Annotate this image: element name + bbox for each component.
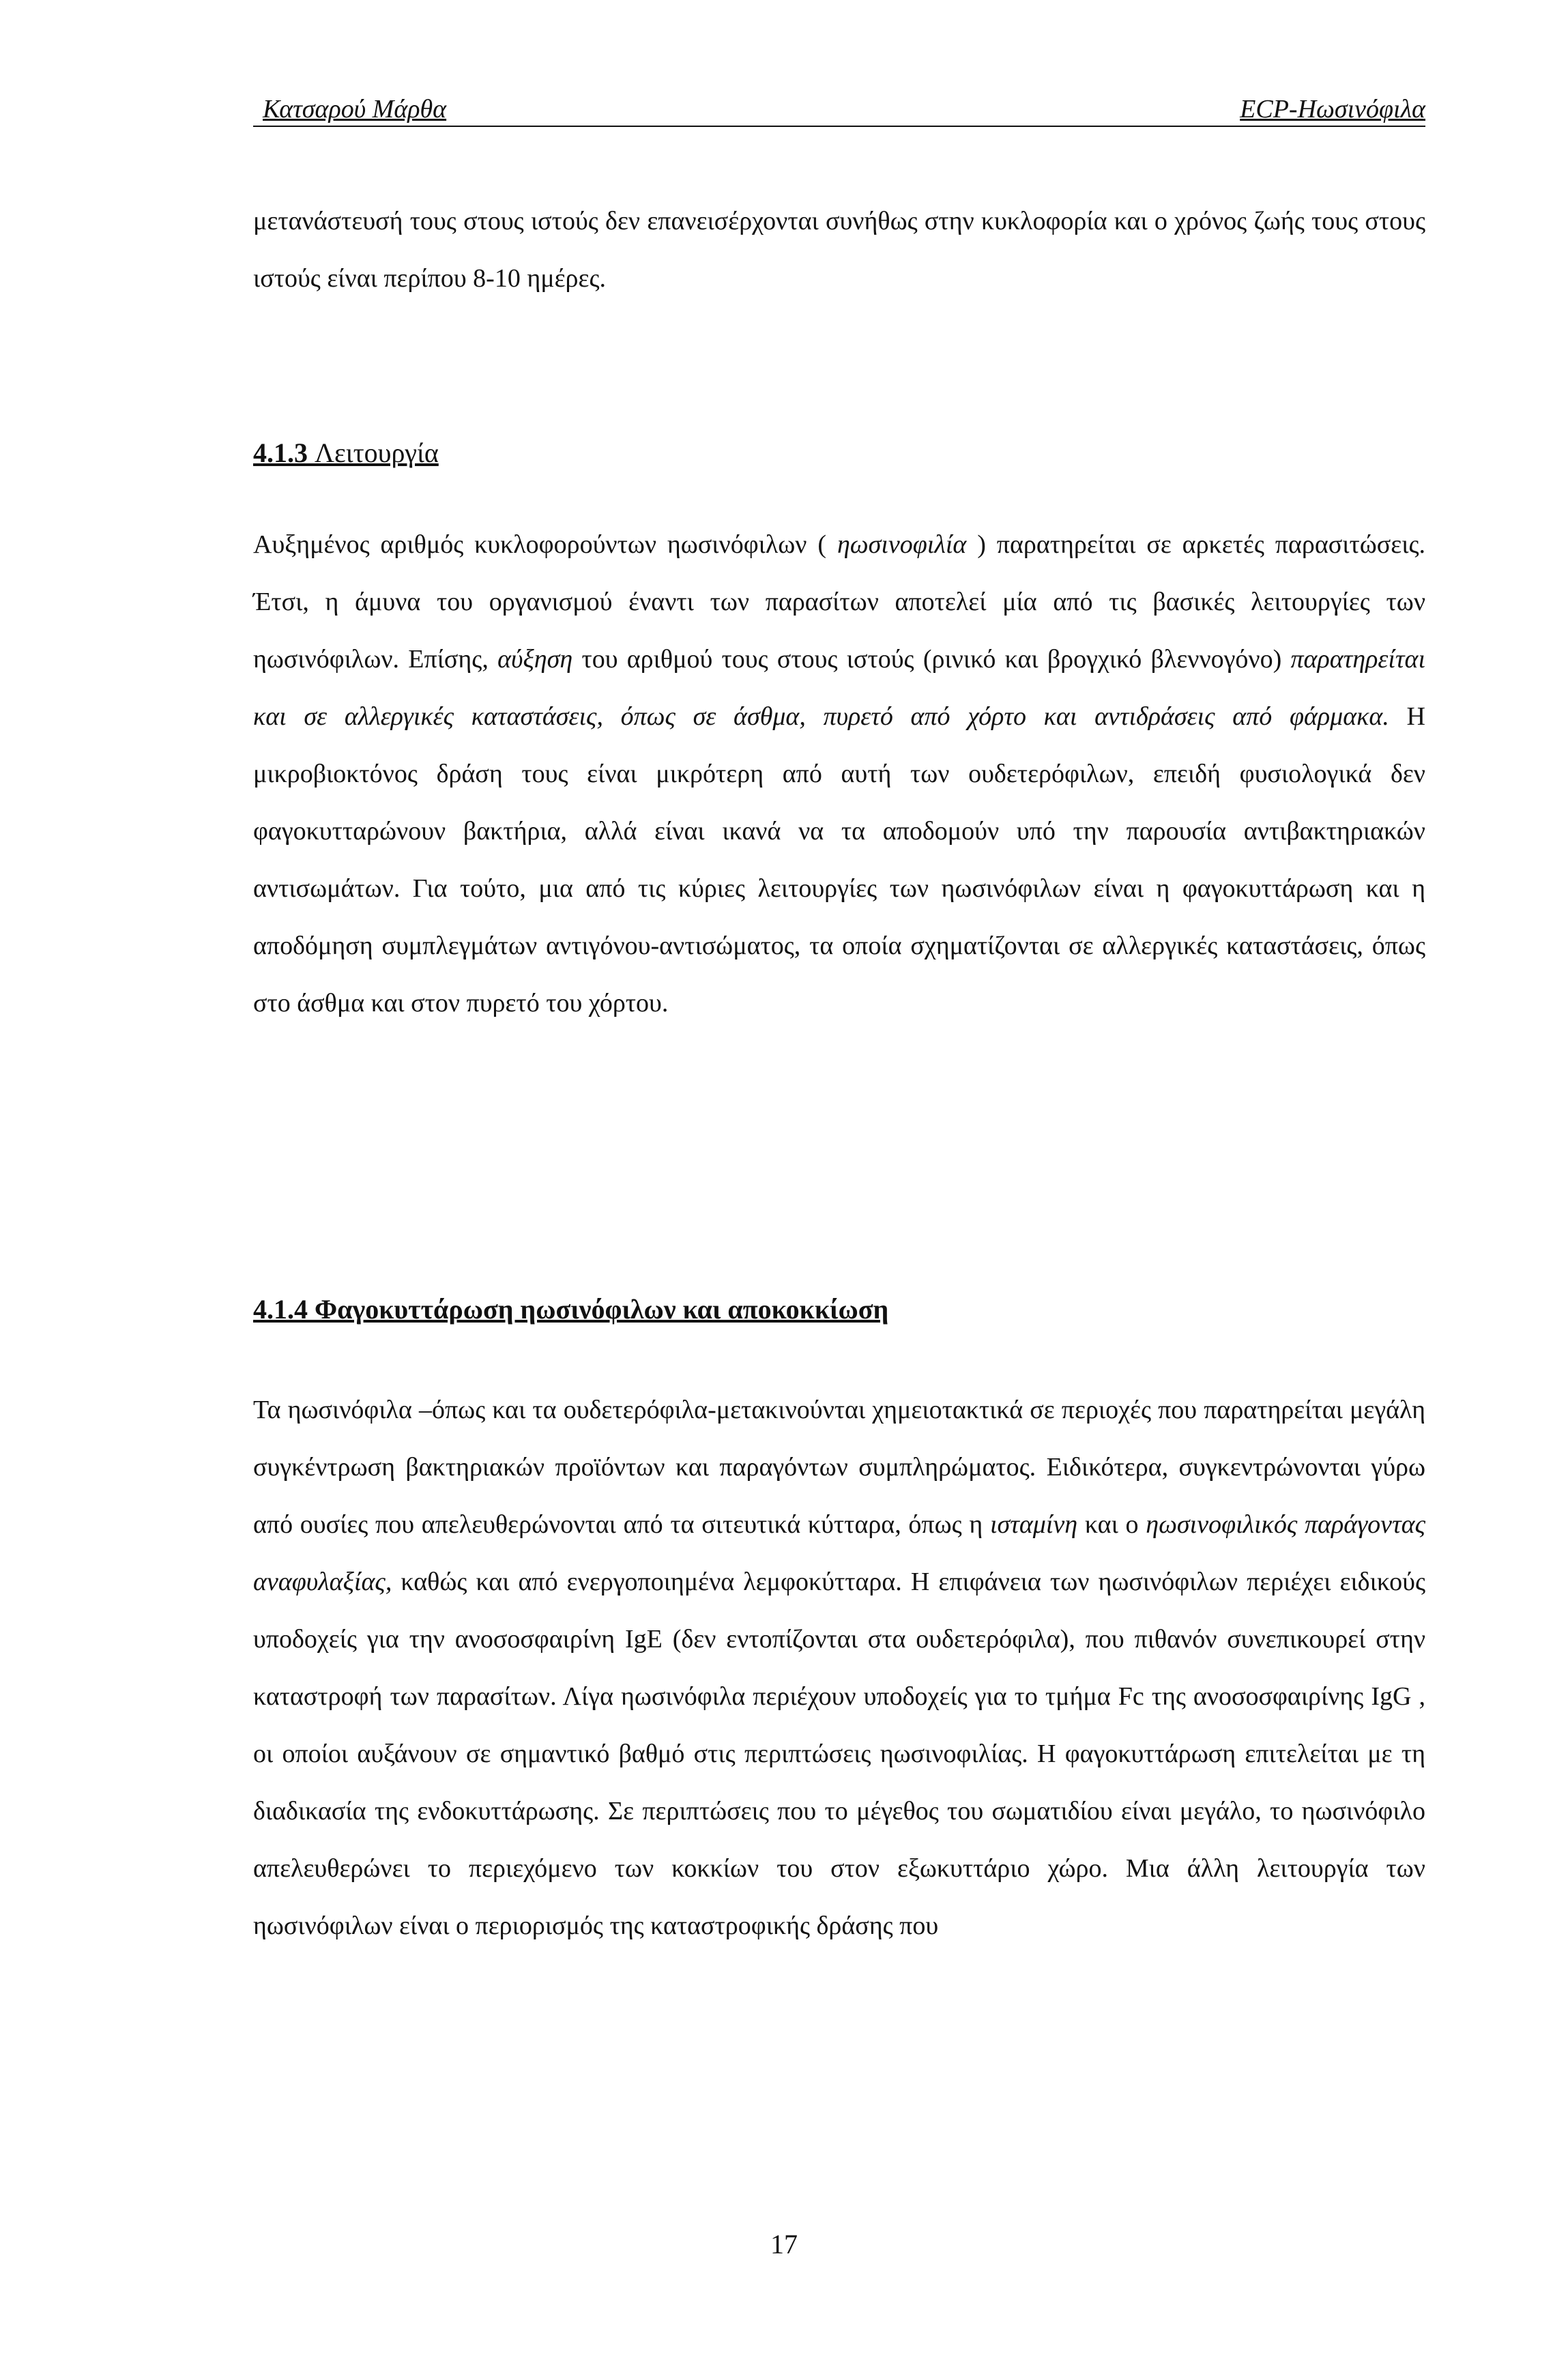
- intro-text: μετανάστευσή τους στους ιστούς δεν επανεισέρχονται συνήθως στην κυκλοφορία και ο χρόνος ζωής τους στους ιστούς είναι περίπου 8-10 ημέρες.: [253, 207, 1425, 293]
- function-paragraph: [253, 516, 1425, 1032]
- text-run: ) παρατηρείται σε αρκετές παρασιτώσεις. Έτσι, η άμυνα του οργανισμού έναντι των παρασίτων αποτελεί μία από τις βασικές λειτουργίες των ηωσινόφιλων. Επίσης,: [253, 530, 1425, 674]
- section-heading-function: [253, 437, 439, 469]
- section-number: 4.1.4: [253, 1294, 308, 1325]
- text-run: Η μικροβιοκτόνος δράση τους είναι μικρότερη από αυτή των ουδετερόφιλων, επειδή φυσιολογικά δεν φαγοκυτταρώνουν βακτήρια, αλλά είναι ικανά να τα αποδομούν υπό την παρουσία αντιβακτηριακών αντισωμάτων. Για τούτο, μια από τις κύριες λειτουργίες των ηωσινόφιλων είναι η φαγοκυττάρωση και η αποδόμηση συμπλεγμάτων αντιγόνου-αντισώματος, τα οποία σχηματίζονται σε αλλεργικές καταστάσεις, όπως στο άσθμα και στον πυρετό του χόρτου.: [253, 702, 1425, 1017]
- text-run: και ο: [1084, 1510, 1139, 1539]
- text-run: Τα ηωσινόφιλα –όπως και τα ουδετερόφιλα-μετακινούνται χημειοτακτικά σε περιοχές που παρατηρείται μεγάλη συγκέντρωση βακτηριακών προϊόντων και παραγόντων συμπληρώματος. Ειδικότερα, συγκεντρώνονται γύρω από ουσίες που απελευθερώνονται από τα σιτευτικά κύτταρα, όπως η: [253, 1396, 1425, 1539]
- page-header: [253, 90, 1425, 127]
- text-run: του αριθμού τους στους ιστούς (ρινικό και βρογχικό βλεννογόνο): [581, 645, 1282, 674]
- intro-paragraph: [253, 192, 1425, 307]
- text-run-italic: ηωσινοφιλικός παράγοντας αναφυλαξίας,: [253, 1510, 1425, 1596]
- header-course: ECP-Ηωσινόφιλα: [1240, 95, 1425, 124]
- section-title: Λειτουργία: [315, 437, 439, 468]
- page-number: 17: [770, 2229, 798, 2260]
- header-author: Κατσαρού Μάρθα: [263, 95, 447, 124]
- text-run-italic: αύξηση: [497, 645, 573, 674]
- section-title: Φαγοκυττάρωση ηωσινόφιλων και αποκοκκίωση: [315, 1294, 889, 1325]
- phagocytosis-paragraph: [253, 1381, 1425, 1954]
- text-run-italic: παρατηρείται και σε αλλεργικές καταστάσεις, όπως σε άσθμα, πυρετό από χόρτο και αντιδράσεις από φάρμακα.: [253, 645, 1426, 731]
- text-run-italic: ισταμίνη: [989, 1510, 1078, 1539]
- text-run: καθώς και από ενεργοποιημένα λεμφοκύτταρα. Η επιφάνεια των ηωσινόφιλων περιέχει ειδικούς υποδοχείς για την ανοσοσφαιρίνη IgE (δεν εντοπίζονται στα ουδετερόφιλα), που πιθανόν συνεπικουρεί στην καταστροφή των παρασίτων. Λίγα ηωσινόφιλα περιέχουν υποδοχείς για το τμήμα Fc της ανοσοσφαιρίνης IgG , οι οποίοι αυξάνουν σε σημαντικό βαθμό στις περιπτώσεις ηωσινοφιλίας. Η φαγοκυττάρωση επιτελείται με τη διαδικασία της ενδοκυττάρωσης. Σε περιπτώσεις που το μέγεθος του σωματιδίου είναι μεγάλο, το ηωσινόφιλο απελευθερώνει το περιεχόμενο των κοκκίων του στον εξωκυττάριο χώρο. Μια άλλη λειτουργία των ηωσινόφιλων είναι ο περιορισμός της καταστροφικής δράσης που: [253, 1568, 1425, 1940]
- section-heading-phagocytosis: [253, 1293, 888, 1325]
- section-number: 4.1.3: [253, 437, 308, 468]
- text-run: Αυξημένος αριθμός κυκλοφορούντων ηωσινόφιλων (: [253, 530, 827, 559]
- text-run-italic: ηωσινοφιλία: [837, 530, 967, 559]
